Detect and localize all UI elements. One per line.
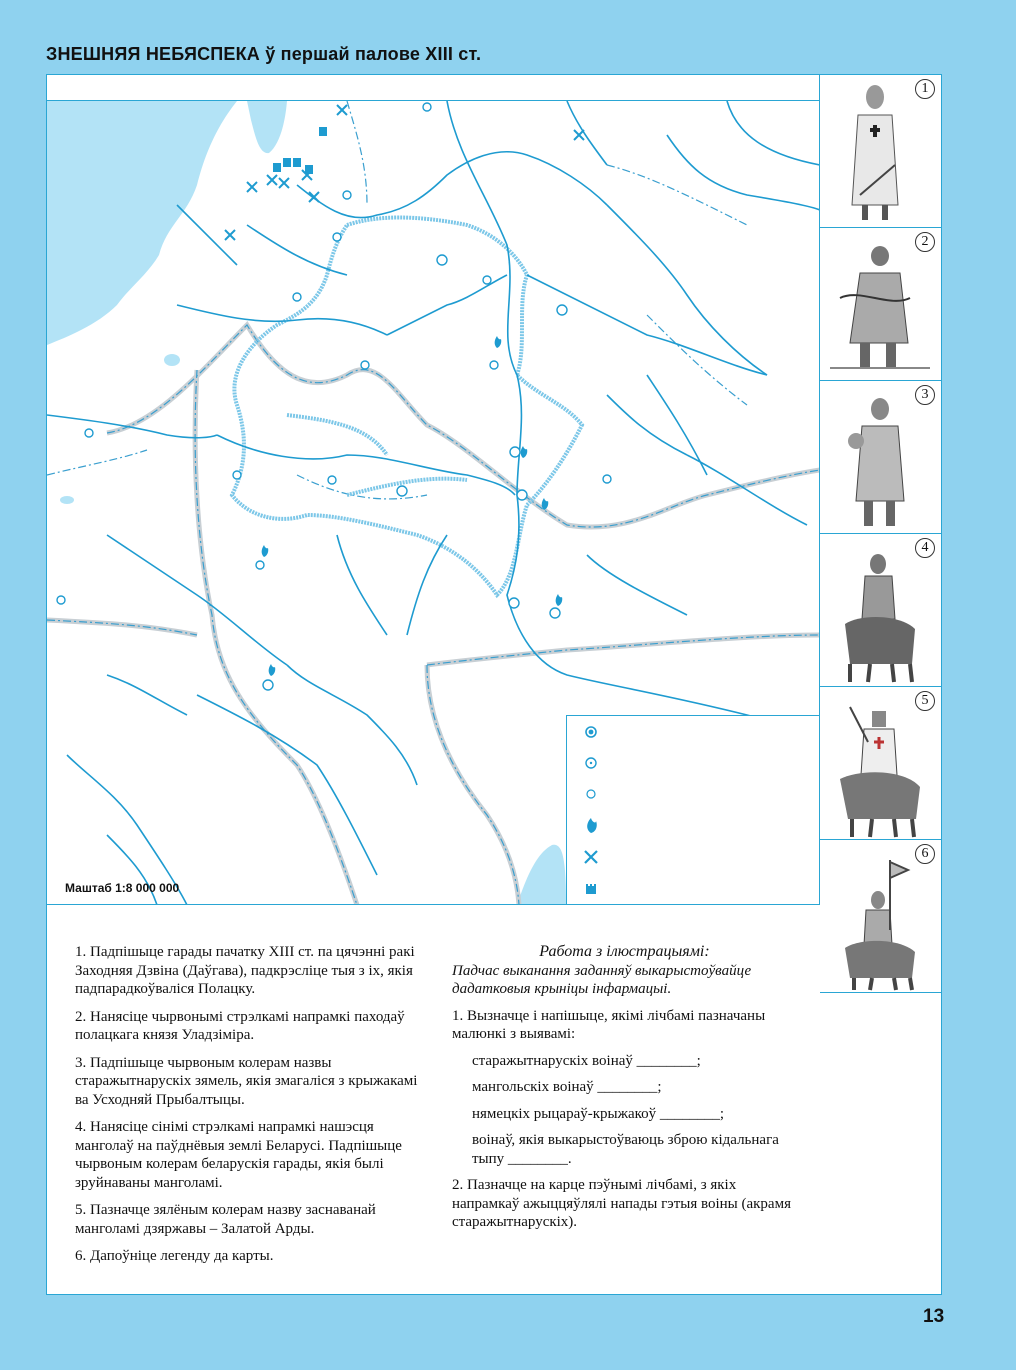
city-marker	[397, 486, 407, 496]
lake	[60, 496, 74, 504]
map-legend	[566, 715, 820, 905]
fire-marker	[521, 446, 528, 458]
task-5: 5. Пазначце зялёным колерам назву заснаванай манголамі дзяржавы – Залатой Арды.	[75, 1202, 376, 1237]
city-marker	[510, 447, 520, 457]
city-major-icon	[581, 722, 601, 742]
border	[427, 635, 820, 665]
task-1: 1. Падпішыце гарады пачатку XIII ст. па цячэнні ракі Заходняя Дзвіна (Даўгава), падкрэсліце тыя з іх, якія падпарадкоўваліся Полацку.	[75, 944, 415, 997]
fire-icon	[581, 815, 601, 835]
question-2: 2. Пазначце на карце пэўнымі лічбамі, з якіх напрамкаў ажыццяўлялі напады гэтыя воіны (акрамя старажытнарускіх).	[452, 1177, 791, 1230]
tasks-illustrations	[452, 943, 797, 1240]
battle-marker	[574, 130, 584, 140]
city-marker	[437, 255, 447, 265]
castle-marker	[293, 158, 301, 167]
border-line	[427, 665, 519, 905]
river-desna	[527, 275, 767, 375]
page-title: ЗНЕШНЯЯ НЕБЯСПЕКА ў першай палове XIII ст.	[46, 44, 482, 64]
city-marker	[483, 276, 491, 284]
border-line	[107, 325, 820, 527]
city-marker	[233, 471, 241, 479]
border-line	[607, 165, 747, 225]
illustration-4	[820, 534, 941, 687]
border-line	[195, 370, 357, 905]
border-line	[347, 101, 367, 205]
city-marker	[85, 429, 93, 437]
river	[607, 395, 687, 455]
river-neman	[177, 305, 387, 335]
lake	[164, 354, 180, 366]
border	[107, 325, 820, 527]
black-sea	[517, 845, 566, 905]
river-dniester	[197, 695, 377, 875]
river	[337, 535, 387, 635]
illustrations-heading: Работа з ілюстрацыямі:	[539, 943, 710, 960]
fire-marker	[269, 664, 276, 676]
illustration-3	[820, 381, 941, 534]
battle-marker	[247, 182, 257, 192]
battle-marker	[309, 192, 319, 202]
city-marker	[333, 233, 341, 241]
page-number: 13	[923, 1306, 945, 1327]
answer-line: нямецкіх рыцараў-крыжакоў ________;	[472, 1105, 725, 1122]
map-scale: Маштаб 1:8 000 000	[65, 881, 180, 895]
tasks-map	[75, 943, 420, 1275]
fire-marker	[556, 594, 563, 606]
map-top-strip	[47, 75, 820, 101]
river	[727, 101, 820, 165]
battle-marker	[279, 178, 289, 188]
baltic-sea	[47, 101, 237, 345]
city-marker	[361, 361, 369, 369]
illustrations-column	[820, 75, 941, 1296]
illustrations-note: Падчас выканання заданняў выкарыстоўвайце дадатковыя крыніцы інфармацыі.	[452, 962, 752, 997]
city-marker	[263, 680, 273, 690]
river	[567, 101, 607, 165]
city-minor-icon	[581, 753, 601, 773]
principality-border	[287, 415, 387, 455]
river	[177, 205, 237, 265]
illustration-number: 2	[915, 232, 935, 252]
task-4: 4. Нанясіце сінімі стрэлкамі напрамкі нашэсця манголаў на паўднёвыя землі Беларусі. Падпішыце чырвоным колерам беларускія гарады, якія былі зруйнаваны манголамі.	[75, 1119, 402, 1191]
fire-marker	[542, 498, 549, 510]
border-line	[647, 315, 747, 405]
city-marker	[256, 561, 264, 569]
river	[107, 675, 187, 715]
river	[687, 455, 807, 525]
illustration-number: 6	[915, 844, 935, 864]
river	[667, 135, 820, 210]
illustration-1	[820, 75, 941, 228]
battle-marker	[267, 175, 277, 185]
illustration-2	[820, 228, 941, 381]
city-marker	[57, 596, 65, 604]
answer-line: старажытнарускіх воінаў ________;	[472, 1052, 701, 1069]
illustration-number: 4	[915, 538, 935, 558]
gulf-of-riga	[247, 101, 287, 153]
city-marker	[603, 475, 611, 483]
castle-marker	[305, 165, 313, 174]
answer-line: мангольскіх воінаў ________;	[472, 1079, 662, 1095]
illustration-number: 1	[915, 79, 935, 99]
fire-marker	[495, 336, 502, 348]
battle-swords-icon	[581, 847, 601, 867]
river	[247, 225, 347, 275]
border	[195, 370, 357, 905]
river-pripyat	[217, 435, 515, 495]
city-marker	[328, 476, 336, 484]
worksheet	[46, 74, 942, 1295]
city-marker	[423, 103, 431, 111]
fire-marker	[262, 545, 269, 557]
battle-marker	[225, 230, 235, 240]
river	[607, 205, 767, 375]
task-2: 2. Нанясіце чырвонымі стрэлкамі напрамкі паходаў полацкага князя Уладзіміра.	[75, 1008, 405, 1043]
map	[47, 75, 820, 905]
city-marker	[557, 305, 567, 315]
city-marker	[517, 490, 527, 500]
illustration-5	[820, 687, 941, 840]
city-small-icon	[581, 784, 601, 804]
city-marker	[490, 361, 498, 369]
task-6: 6. Дапоўніце легенду да карты.	[75, 1248, 274, 1264]
river-dvina	[297, 152, 607, 218]
river-bug	[107, 535, 287, 665]
castle-icon	[581, 878, 601, 898]
city-marker	[550, 608, 560, 618]
battle-marker	[337, 105, 347, 115]
city-marker	[343, 191, 351, 199]
border	[47, 620, 197, 635]
river	[587, 555, 687, 615]
city-marker	[293, 293, 301, 301]
castle-marker	[273, 163, 281, 172]
question-1: 1. Вызначце і напішыце, якімі лічбамі пазначаны малюнкі з выявамі:	[452, 1007, 766, 1042]
river	[287, 665, 417, 785]
river	[407, 535, 447, 635]
border-line	[297, 475, 427, 499]
city-marker	[509, 598, 519, 608]
illustration-6	[820, 840, 941, 993]
border-line	[47, 450, 147, 475]
answer-line: воінаў, якія выкарыстоўваюць зброю кідальнага тыпу ________.	[472, 1132, 779, 1167]
castle-marker	[283, 158, 291, 167]
castle-marker	[319, 127, 327, 136]
task-3: 3. Падпішыце чырвоным колерам назвы старажытнарускіх зямель, якія змагаліся з крыжакамі ва Усходняй Прыбалтыцы.	[75, 1054, 418, 1108]
illustration-number: 3	[915, 385, 935, 405]
illustration-number: 5	[915, 691, 935, 711]
border	[427, 665, 519, 905]
